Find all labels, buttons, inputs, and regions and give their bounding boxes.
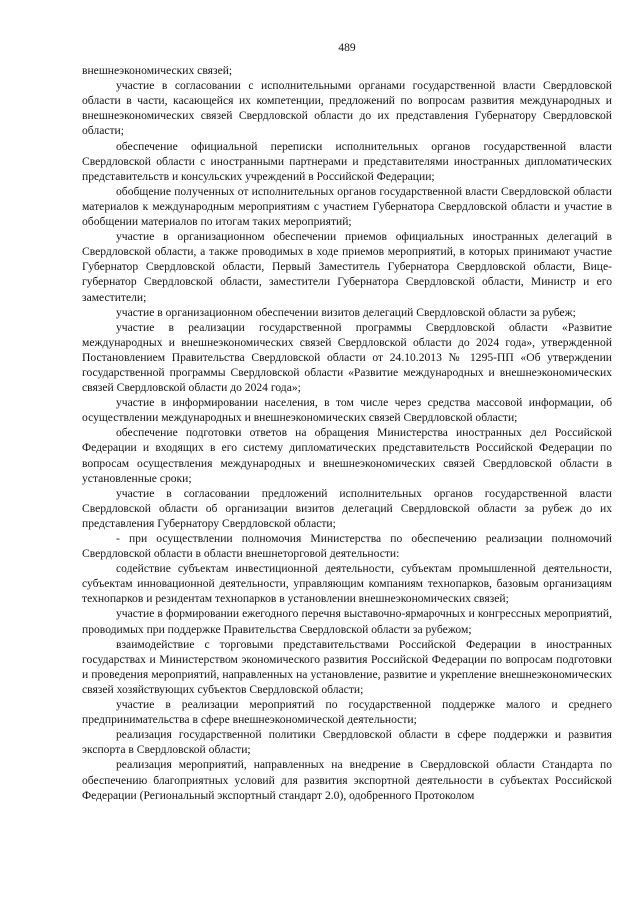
paragraph: участие в формировании ежегодного перечня выставочно-ярмарочных и конгрессных мероприятий, проводимых при поддержке Правительства Свердловской области за рубежом; — [82, 607, 612, 636]
paragraph: участие в согласовании предложений исполнительных органов государственной власти Свердловской области об организации визитов делегаций Свердловской области за рубеж до их представления Губернатору Свердловской области; — [82, 486, 612, 530]
paragraph: внешнеэкономических связей; — [82, 64, 233, 78]
paragraph: участие в информировании населения, в том числе через средства массовой информации, об осуществлении международных и внешнеэкономических связей Свердловской области; — [82, 396, 612, 425]
paragraph: взаимодействие с торговыми представительствами Российской Федерации в иностранных государствах и Министерством экономического развития Российской Федерации по вопросам подготовки и проведения мероприятий, направленных на установление, развитие и укрепление внешнеэкономических связей хозяйствующих субъектов Свердловской области; — [82, 637, 612, 696]
paragraph: обеспечение официальной переписки исполнительных органов государственной власти Свердловской области с иностранными партнерами и представителями иностранных дипломатических представительств и консульских учреждений в Российской Федерации; — [82, 139, 612, 183]
paragraph: участие в организационном обеспечении приемов официальных иностранных делегаций в Свердловской области, а также проводимых в ходе приемов мероприятий, в которых принимают участие Губернатор Свердловской области, Первый Заместитель Губернатора Свердловской области, Вице-губернатор Свердловской области, заместители Губернатора Свердловской области, Министр и его заместители; — [82, 230, 612, 304]
paragraph: обобщение полученных от исполнительных органов государственной власти Свердловской области материалов к международным мероприятиям с участием Губернатора Свердловской области и участие в обобщении материалов по итогам таких мероприятий; — [82, 184, 612, 229]
paragraph: участие в согласовании с исполнительными органами государственной власти Свердловской области в части, касающейся их компетенции, предложений по вопросам развития международных и внешнеэкономических связей Свердловской области до их представления Губернатору Свердловской области; — [82, 79, 612, 138]
paragraph: - при осуществлении полномочия Министерства по обеспечению реализации полномочий Свердловской области в области внешнеторговой деятельности: — [82, 532, 612, 561]
paragraph: обеспечение подготовки ответов на обращения Министерства иностранных дел Российской Федерации и входящих в его систему дипломатических представительств Российской Федерации по вопросам осуществления международных и внешнеэкономических связей Свердловской области в установленные сроки; — [82, 426, 612, 485]
page-number: 489 — [338, 41, 356, 54]
paragraph: содействие субъектам инвестиционной деятельности, субъектам промышленной деятельности, субъектам инновационной деятельности, управляющим компаниям технопарков, базовым организациям технопарков и резидентам технопарков в установлении внешнеэкономических связей; — [82, 562, 612, 606]
paragraph: участие в реализации государственной программы Свердловской области «Развитие международных и внешнеэкономических связей Свердловской области до 2024 года», утвержденной Постановлением Правительства Свердловской области от 24.10.2013 № 1295-ПП «Об утверждении государственной программы Свердловской области «Развитие международных и внешнеэкономических связей Свердловской области до 2024 года»; — [82, 320, 612, 395]
paragraph: участие в реализации мероприятий по государственной поддержке малого и среднего предпринимательства в сфере внешнеэкономической деятельности; — [82, 698, 612, 727]
paragraph: реализация мероприятий, направленных на внедрение в Свердловской области Стандарта по обеспечению благоприятных условий для развития экспортной деятельности в субъектах Российской Федерации (Региональный экспортный стандарт 2.0), одобренного Протоколом — [82, 758, 612, 802]
paragraph: участие в организационном обеспечении визитов делегаций Свердловской области за рубеж; — [116, 305, 576, 319]
paragraph: реализация государственной политики Свердловской области в сфере поддержки и развития экспорта в Свердловской области; — [82, 728, 612, 757]
